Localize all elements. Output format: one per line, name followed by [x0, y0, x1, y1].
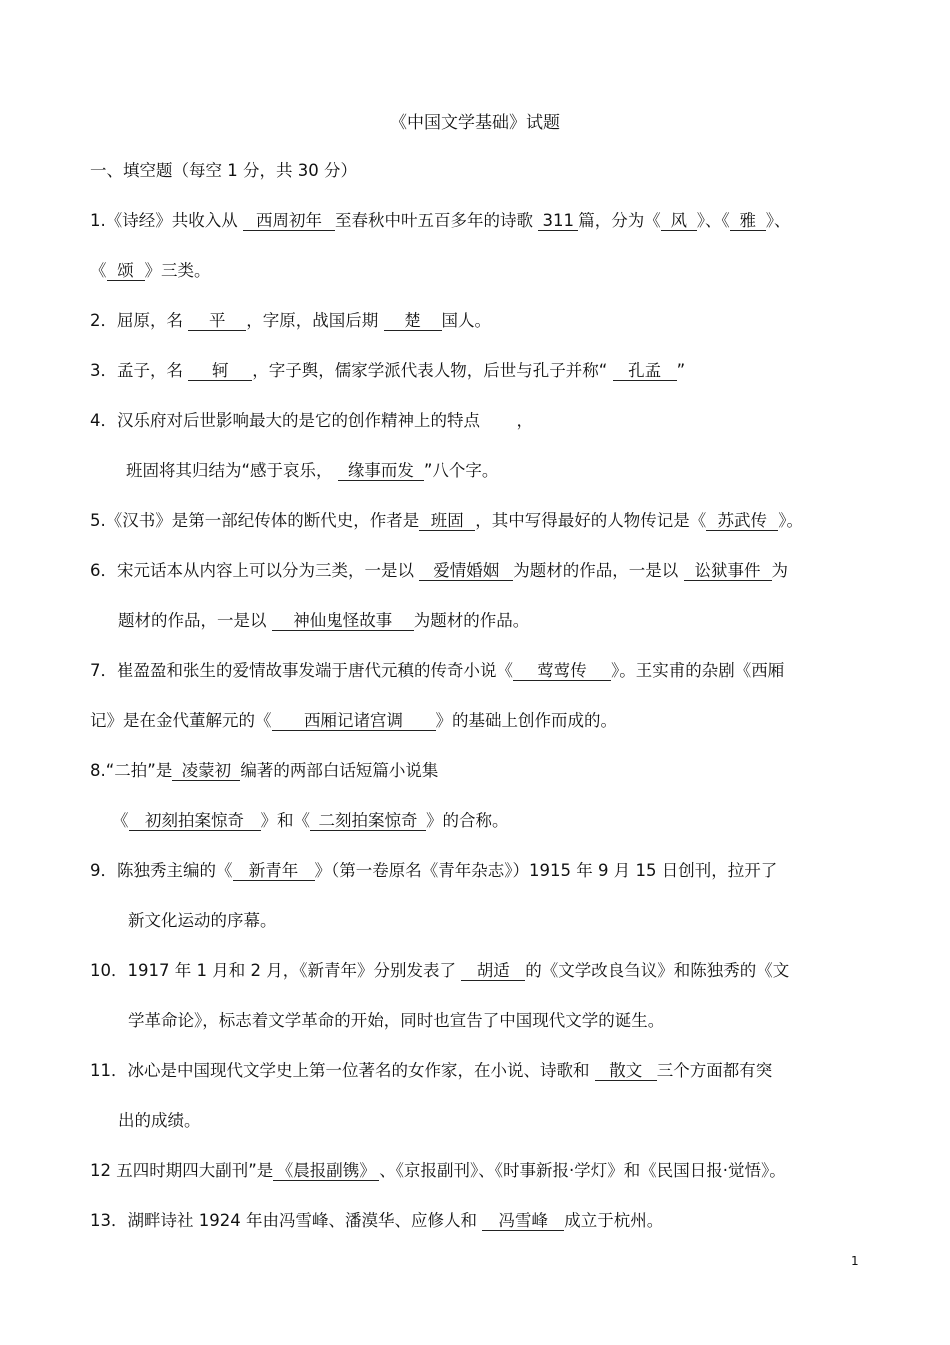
answer-blank: 楚	[384, 311, 442, 331]
question-12: 12 五四时期四大副刊”是 《晨报副镌》 、《京报副刊》、《时事新报·学灯》和《民国日报·觉悟》。	[90, 1161, 786, 1180]
answer-blank: 爱情婚姻	[419, 561, 513, 581]
question-2: 2．屈原，名 平 ，字原，战国后期 楚 国人。	[90, 311, 491, 330]
question-11-cont: 出的成绩。	[118, 1111, 201, 1130]
section-heading: 一、填空题（每空 1 分，共 30 分）	[90, 161, 357, 180]
answer-blank: 《晨报副镌》	[273, 1161, 379, 1181]
question-8: 8.“二拍”是 凌蒙初 编著的两部白话短篇小说集	[90, 761, 439, 780]
answer-blank: 讼狱事件	[684, 561, 772, 581]
answer-blank: 莺莺传	[513, 661, 611, 681]
answer-blank: 胡适	[461, 961, 525, 981]
document-title: 《中国文学基础》试题	[390, 113, 560, 133]
answer-blank: 凌蒙初	[172, 761, 240, 781]
answer-blank: 孔孟	[613, 361, 677, 381]
answer-blank: 平	[188, 311, 246, 331]
answer-blank: 轲	[188, 361, 252, 381]
question-9: 9．陈独秀主编的《 新青年 》（第一卷原名《青年杂志》）1915 年 9 月 15 日创刊，拉开了	[90, 861, 778, 880]
answer-blank: 新青年	[233, 861, 315, 881]
answer-blank: 冯雪峰	[482, 1211, 564, 1231]
question-9-cont: 新文化运动的序幕。	[128, 911, 277, 930]
answer-blank: 苏武传	[706, 511, 778, 531]
question-10-cont: 学革命论》，标志着文学革命的开始，同时也宣告了中国现代文学的诞生。	[128, 1011, 665, 1030]
page-number: 1	[851, 1254, 859, 1268]
answer-blank: 缘事而发	[338, 461, 424, 481]
question-4-cont: 班固将其归结为“感于哀乐， 缘事而发 ”八个字。	[126, 461, 499, 480]
question-1-cont: 《 颂 》三类。	[90, 261, 211, 280]
question-3: 3．孟子，名 轲 ，字子舆，儒家学派代表人物，后世与孔子并称“ 孔孟 ”	[90, 361, 686, 380]
answer-blank: 风	[661, 211, 697, 231]
question-11: 11．冰心是中国现代文学史上第一位著名的女作家，在小说、诗歌和 散文 三个方面都有突	[90, 1061, 773, 1080]
answer-blank: 西厢记诸宫调	[272, 711, 436, 731]
question-8-cont: 《 初刻拍案惊奇 》和《 二刻拍案惊奇 》的合称。	[112, 811, 509, 830]
answer-blank: 雅	[730, 211, 766, 231]
answer-blank: 初刻拍案惊奇	[129, 811, 261, 831]
question-10: 10．1917 年 1 月和 2 月，《新青年》分别发表了 胡适 的《文学改良刍议》和陈独秀的《文	[90, 961, 790, 980]
answer-blank: 神仙鬼怪故事	[272, 611, 414, 631]
question-13: 13．湖畔诗社 1924 年由冯雪峰、潘漠华、应修人和 冯雪峰 成立于杭州。	[90, 1211, 664, 1230]
question-1: 1.《诗经》共收入从 西周初年 至春秋中叶五百多年的诗歌 311 篇，分为《 风 》、《 雅 》、	[90, 211, 791, 230]
question-7: 7．崔盈盈和张生的爱情故事发端于唐代元稹的传奇小说《 莺莺传 》。王实甫的杂剧《西厢	[90, 661, 785, 680]
question-5: 5.《汉书》是第一部纪传体的断代史，作者是 班固 ，其中写得最好的人物传记是《 苏武传 》。	[90, 511, 803, 530]
question-4: 4．汉乐府对后世影响最大的是它的创作精神上的特点 ，	[90, 411, 533, 430]
question-6: 6．宋元话本从内容上可以分为三类，一是以 爱情婚姻 为题材的作品，一是以 讼狱事件 为	[90, 561, 788, 580]
answer-blank: 西周初年	[243, 211, 335, 231]
answer-blank: 散文	[595, 1061, 657, 1081]
question-6-cont: 题材的作品，一是以 神仙鬼怪故事 为题材的作品。	[118, 611, 530, 630]
answer-blank: 班固	[419, 511, 475, 531]
question-7-cont: 记》是在金代董解元的《 西厢记诸宫调 》的基础上创作而成的。	[90, 711, 617, 730]
answer-blank: 二刻拍案惊奇	[310, 811, 426, 831]
answer-blank: 颂	[107, 261, 145, 281]
answer-blank: 311	[538, 211, 578, 231]
